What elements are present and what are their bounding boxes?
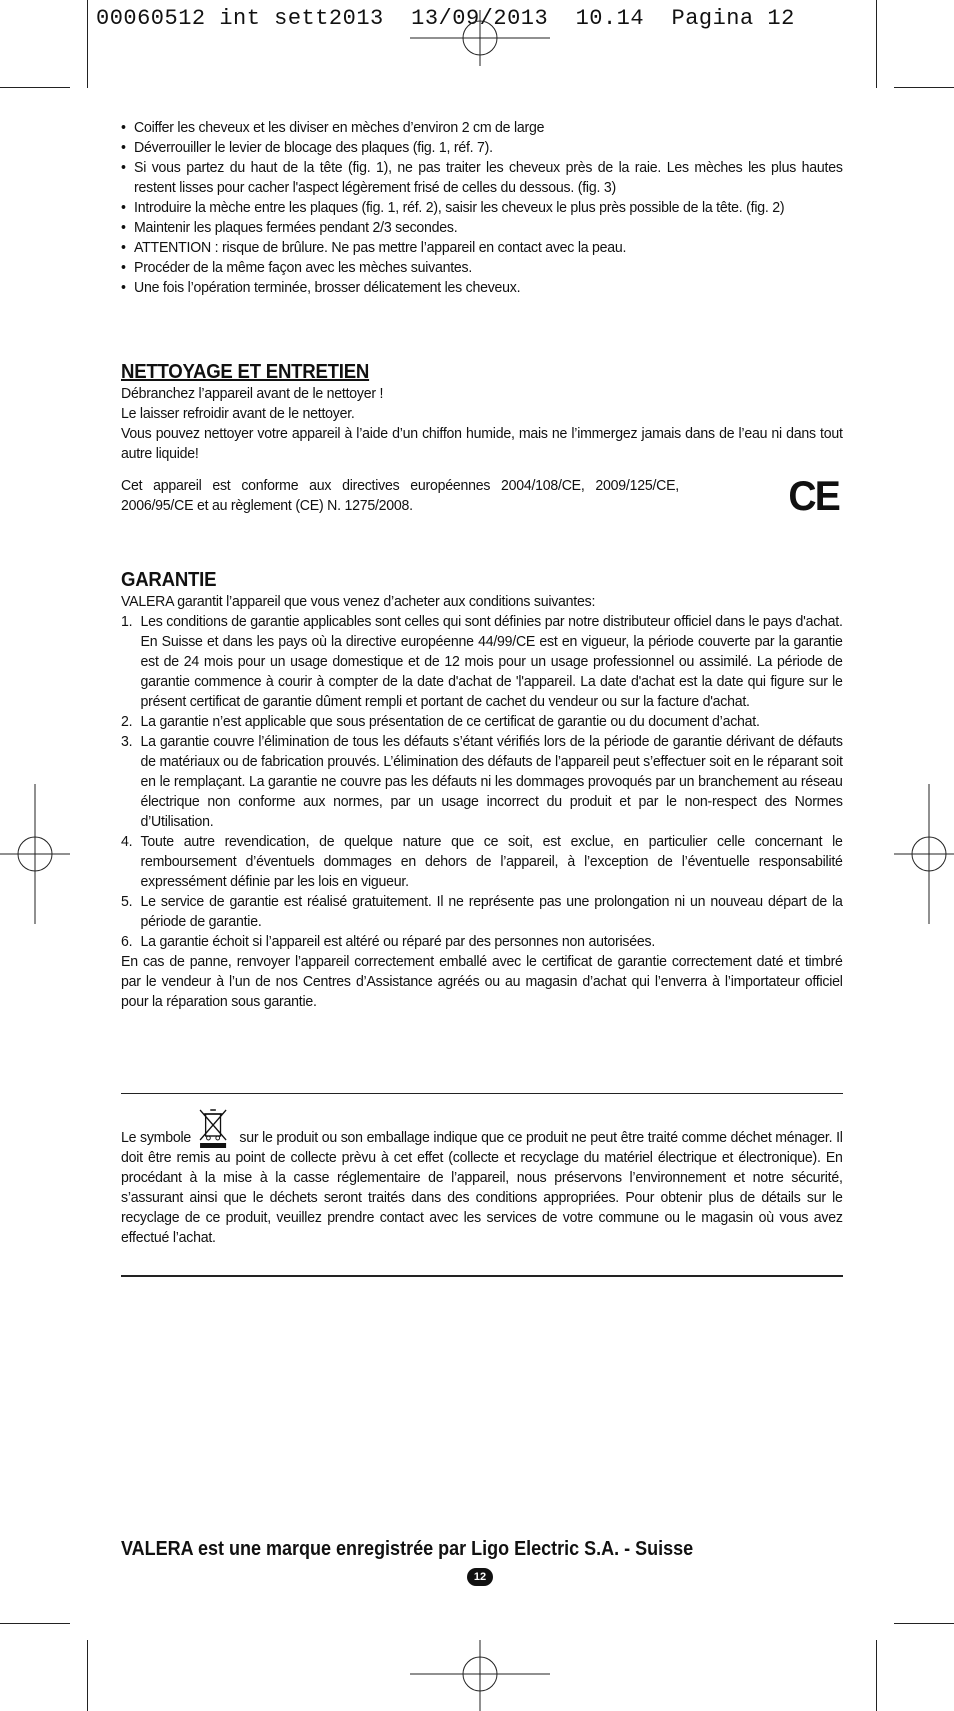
usage-section <box>121 118 843 298</box>
list-item: 1. Les conditions de garantie applicables sont celles qui sont définies par notre distributeur officiel dans le pays d'achat. En Suisse et dans les pays où la directive européenne 44/99/CE est en vigueur, la période couverte par la garantie est de 24 mois pour un usage domestique et de 12 mois pour un usage professionnel ou assimilé. La période de garantie commence à courir à compter de la date d'achat de 'l'appareil. La date d'achat est la date qui figure sur le présent certificat de garantie dûment rempli et portant de cachet du vendeur ou sur la facture d'achat. <box>121 613 843 710</box>
list-item: • ATTENTION : risque de brûlure. Ne pas mettre l’appareil en contact avec la peau. <box>121 238 843 258</box>
warranty-list <box>121 612 843 952</box>
list-item: • Déverrouiller le levier de blocage des plaques (fig. 1, réf. 7). <box>121 138 843 158</box>
list-item: 2. La garantie n’est applicable que sous présentation de ce certificat de garantie ou du document d’achat. <box>121 713 760 730</box>
usage-list <box>121 118 843 298</box>
cleaning-line: Vous pouvez nettoyer votre appareil à l’aide d’un chiffon humide, mais ne l’immergez jamais dans de l’eau ni dans tout autre liquide! <box>121 425 843 462</box>
conformity-text: Cet appareil est conforme aux directives européennes 2004/108/CE, 2009/125/CE, 2006/95/CE et au règlement (CE) N. 1275/2008. <box>121 477 679 514</box>
list-item: 4. Toute autre revendication, de quelque nature que ce soit, est exclue, en particulier celle concernant le remboursement d’éventuels dommages en dehors de l’appareil, à l’exception de l’éventuelle responsabilité expressément définie par les lois en vigueur. <box>121 833 843 890</box>
crop-mark <box>876 1640 877 1711</box>
divider <box>121 1093 843 1094</box>
disposal-text: Le symbole sur le produit ou son emballage indique que ce produit ne peut être traité comme déchet ménager. Il doit être remis au point de collecte prèvu à cet effet (collecte et recyclage du matériel électrique et électronique). En procédant à la mise à la casse réglementaire de l’appareil, nous préservons l’environnement et notre sécurité, s’assurant ainsi que le déchets seront traités dans des conditions appropriées. Pour obtenir plus de détails sur le recyclage de ce produit, veuillez prendre contact avec les services de votre commune ou le magasin où vous avez effectué l’achat. <box>121 1108 843 1248</box>
registration-mark-bottom <box>410 1640 550 1711</box>
crop-mark <box>87 0 88 88</box>
crop-mark <box>87 1640 88 1711</box>
list-item: 6. La garantie échoit si l’appareil est altéré ou réparé par des personnes non autorisées. <box>121 933 656 950</box>
conformity-row <box>121 472 843 519</box>
list-item: • Si vous partez du haut de la tête (fig. 1), ne pas traiter les cheveux près de la raie. Les mèches les plus hautes restent lisses pour cacher l'aspect légèrement frisé de celles du dessous. (fig. 3) <box>121 158 843 198</box>
list-item: • Procéder de la même façon avec les mèches suivantes. <box>121 258 843 278</box>
cleaning-line: Le laisser refroidir avant de le nettoyer. <box>121 405 355 422</box>
list-item: • Maintenir les plaques fermées pendant 2/3 secondes. <box>121 218 843 238</box>
list-item: • Coiffer les cheveux et les diviser en mèches d’environ 2 cm de large <box>121 118 843 138</box>
crop-mark <box>876 0 877 88</box>
divider <box>121 1275 843 1277</box>
warranty-section <box>121 568 843 1012</box>
warranty-outro: En cas de panne, renvoyer l’appareil correctement emballé avec le certificat de garantie correctement daté et timbré par le vendeur à l’un de nos Centres d’Assistance agréés ou au magasin d’achat qui l’enverra à l’importateur officiel pour la réparation sous garantie. <box>121 953 843 1010</box>
crop-mark <box>0 87 70 88</box>
cleaning-section <box>121 360 843 519</box>
disposal-section <box>121 1108 843 1248</box>
cleaning-title: NETTOYAGE ET ENTRETIEN <box>121 361 370 383</box>
brand-footer: VALERA est une marque enregistrée par Ligo Electric S.A. - Suisse <box>121 1538 694 1560</box>
crop-mark <box>894 1623 954 1624</box>
warranty-title: GARANTIE <box>121 569 217 591</box>
registration-mark-top <box>410 10 550 66</box>
page-number: 12 <box>467 1568 493 1586</box>
crop-mark <box>0 1623 70 1624</box>
crossed-bin-icon <box>197 1108 230 1148</box>
cleaning-line: Débranchez l’appareil avant de le nettoyer ! <box>121 385 384 402</box>
list-item: 3. La garantie couvre l’élimination de tous les défauts s’étant vérifiés lors de la période de garantie dérivant de défauts de matériaux ou de fabrication prouvés. L’élimination des défauts de l’appareil peut s’effectuer soit en le réparant soit en le remplaçant. La garantie ne couvre pas les défauts ni les dommages provoqués par un branchement au réseau électrique non conforme aux normes, par un usage incorrect du produit et par le non-respect des Normes d’Utilisation. <box>121 733 843 830</box>
ce-mark-icon: CE <box>788 472 839 519</box>
list-item: 5. Le service de garantie est réalisé gratuitement. Il ne représente pas une prolongation ni un nouveau départ de la période de garantie. <box>121 893 843 930</box>
list-item: • Une fois l’opération terminée, brosser délicatement les cheveux. <box>121 278 843 298</box>
warranty-intro: VALERA garantit l’appareil que vous venez d’acheter aux conditions suivantes: <box>121 593 596 610</box>
print-slug: 00060512 int sett2013 13/09/2013 10.14 Pagina 12 <box>96 6 795 31</box>
registration-mark-left <box>0 784 70 924</box>
registration-mark-right <box>894 784 954 924</box>
crop-mark <box>894 87 954 88</box>
list-item: • Introduire la mèche entre les plaques (fig. 1, réf. 2), saisir les cheveux le plus près possible de la tête. (fig. 2) <box>121 198 843 218</box>
